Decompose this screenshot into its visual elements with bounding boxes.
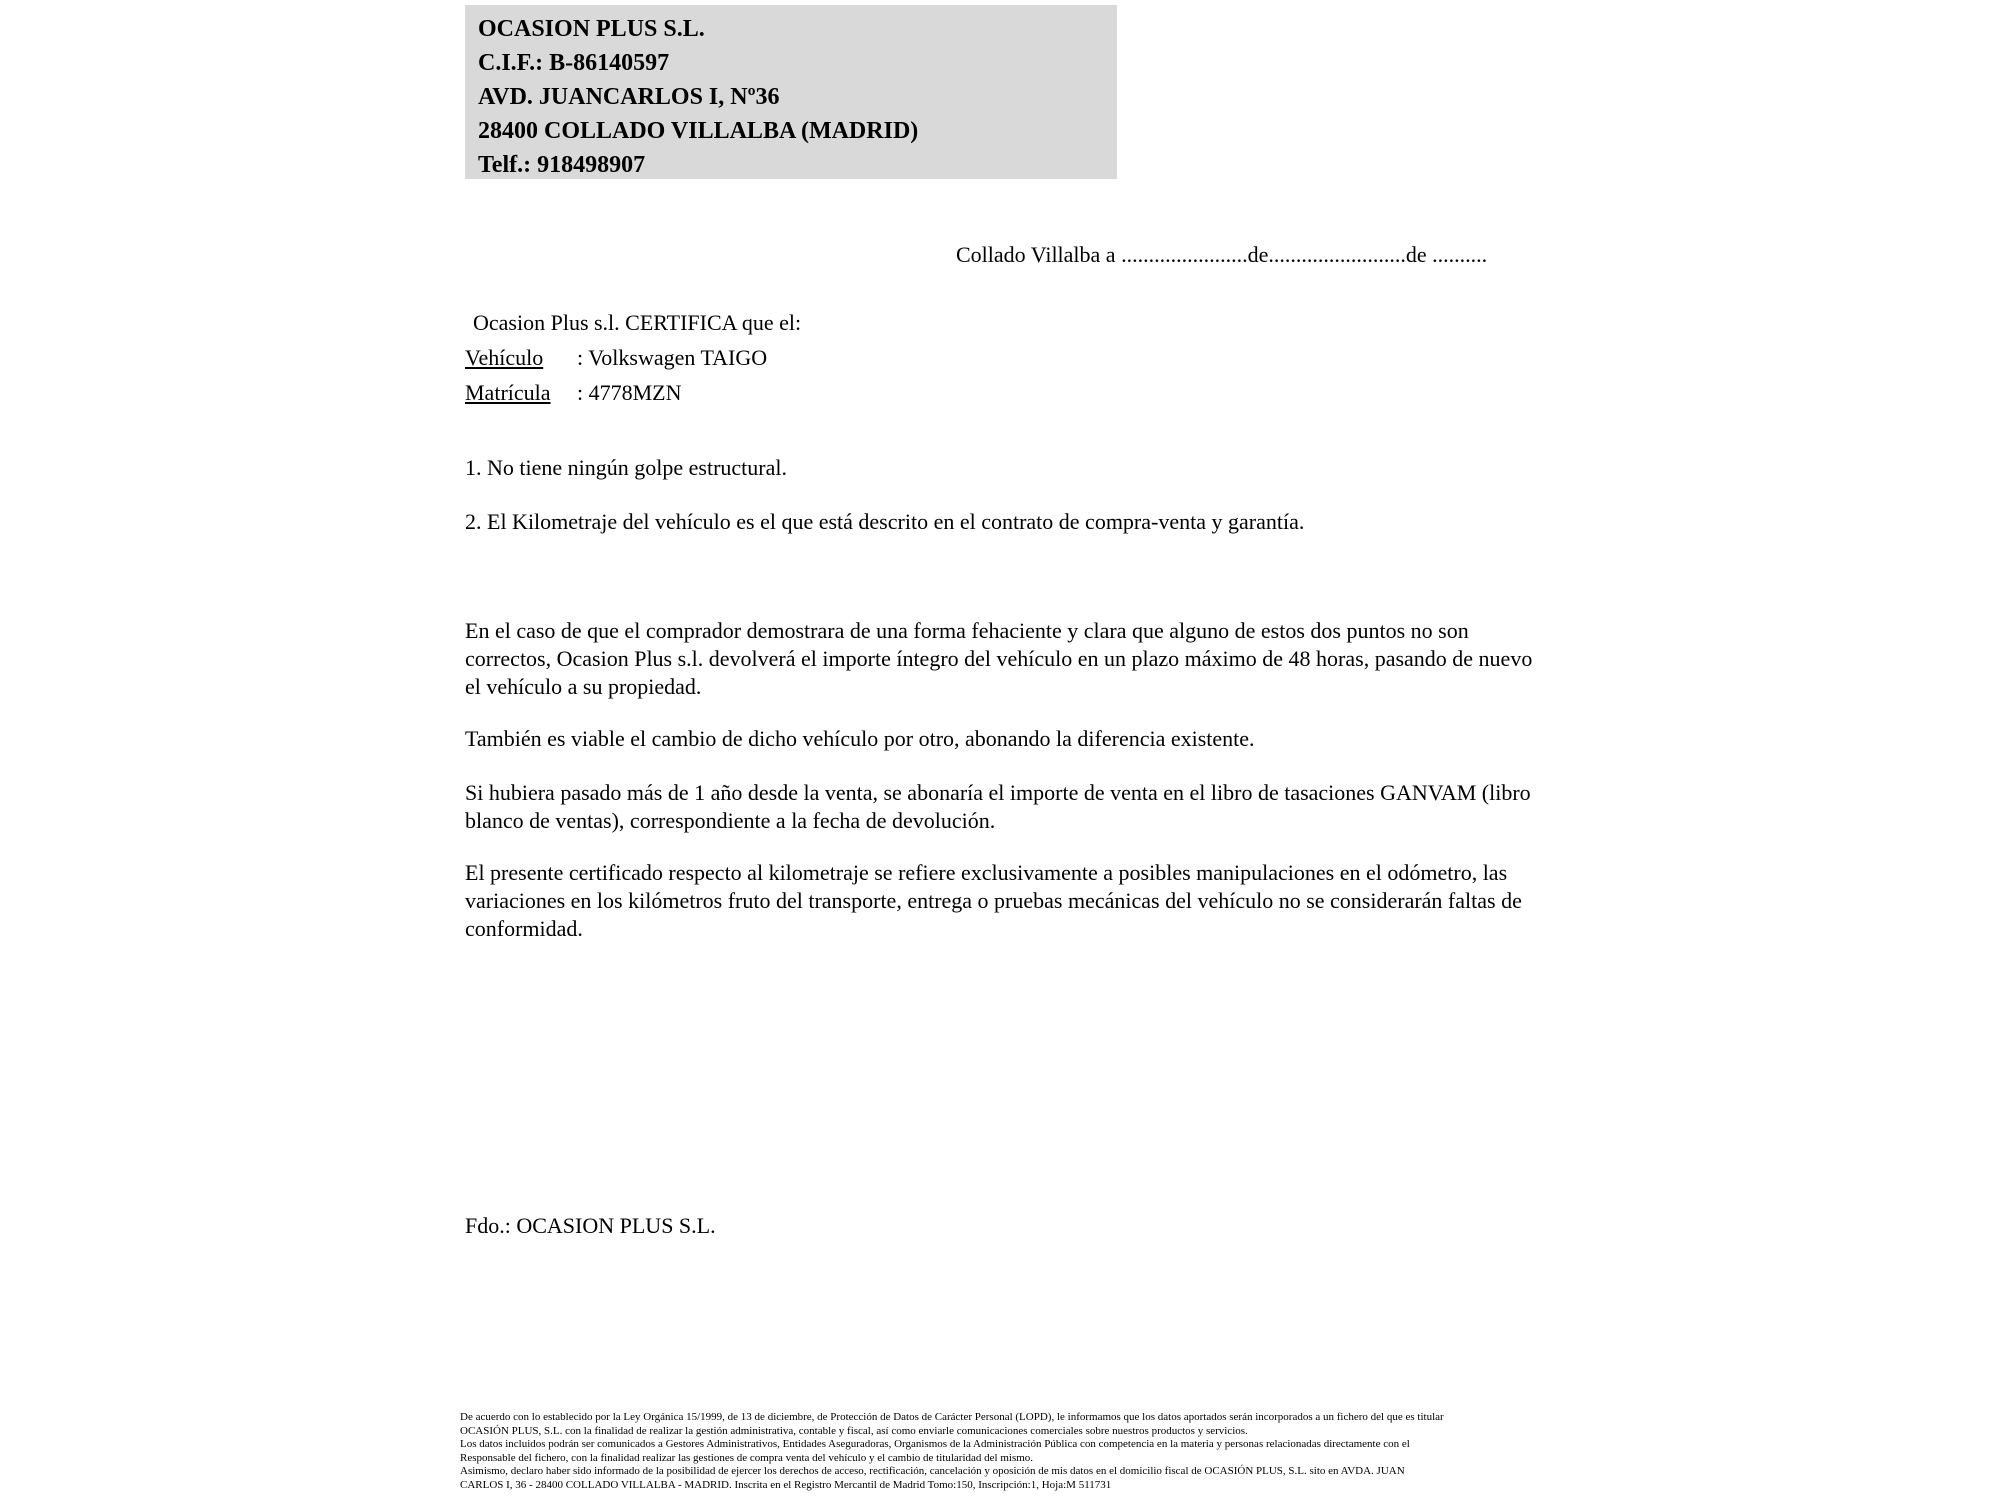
certification-intro: Ocasion Plus s.l. CERTIFICA que el:: [473, 310, 802, 335]
legal-footer: [460, 1411, 1555, 1493]
certification-block: [465, 305, 801, 410]
company-phone: Telf.: 918498907: [478, 152, 646, 178]
company-cif: C.I.F.: B-86140597: [478, 50, 670, 76]
legal-footer-line-4: Responsable del fichero, con la finalidad realizar las gestiones de compra venta del vehículo y el cambio de titularidad del mismo.: [460, 1451, 1034, 1464]
company-name: OCASION PLUS S.L.: [478, 16, 705, 42]
paragraph-refund: En el caso de que el comprador demostrara de una forma fehaciente y clara que alguno de estos dos puntos no son correctos, Ocasion Plus s.l. devolverá el importe íntegro del vehículo en un plazo máximo de 48 horas, pasando de nuevo el vehículo a su propiedad.: [465, 618, 1533, 699]
company-header-box: [465, 5, 1117, 179]
paragraph-exchange: También es viable el cambio de dicho vehículo por otro, abonando la diferencia existente.: [465, 726, 1255, 751]
plate-value: : 4778MZN: [577, 380, 682, 405]
company-city: 28400 COLLADO VILLALBA (MADRID): [478, 118, 919, 144]
legal-footer-line-1: De acuerdo con lo establecido por la Ley Orgánica 15/1999, de 13 de diciembre, de Protección de Datos de Carácter Personal (LOPD), le informamos que los datos aportados serán incorporados a un fichero del que es titular: [460, 1411, 1444, 1423]
vehicle-value: : Volkswagen TAIGO: [577, 345, 768, 370]
legal-footer-line-5: Asimismo, declaro haber sido informado de la posibilidad de ejercer los derechos de acceso, rectificación, cancelación y oposición de mis datos en el domicilio fiscal de OCASIÓN PLUS, S.L. sito en AVDA. JUAN: [460, 1465, 1405, 1478]
condition-item-2: 2. El Kilometraje del vehículo es el que está descrito en el contrato de compra-venta y garantía.: [465, 509, 1305, 534]
plate-row: [465, 375, 801, 410]
company-address: AVD. JUANCARLOS I, Nº36: [478, 84, 780, 110]
date-line: Collado Villalba a .......................de.........................de ..........: [956, 242, 1488, 267]
condition-item-1: 1. No tiene ningún golpe estructural.: [465, 455, 787, 480]
paragraph-ganvam: Si hubiera pasado más de 1 año desde la venta, se abonaría el importe de venta en el libro de tasaciones GANVAM (libro blanco de ventas), correspondiente a la fecha de devolución.: [465, 780, 1531, 833]
legal-footer-line-6: CARLOS I, 36 - 28400 COLLADO VILLALBA - MADRID. Inscrita en el Registro Mercantil de Madrid Tomo:150, Inscripción:1, Hoja:M 511731: [460, 1478, 1112, 1491]
vehicle-row: [465, 340, 801, 375]
paragraph-odometer: El presente certificado respecto al kilometraje se refiere exclusivamente a posibles manipulaciones en el odómetro, las variaciones en los kilómetros fruto del transporte, entrega o pruebas mecánicas del vehículo no se considerarán faltas de conformidad.: [465, 860, 1522, 941]
plate-label: Matrícula: [465, 380, 551, 405]
vehicle-label: Vehículo: [465, 345, 544, 370]
legal-footer-line-2: OCASIÓN PLUS, S.L. con la finalidad de realizar la gestión administrativa, contable y fiscal, así como enviarle comunicaciones comerciales sobre nuestros productos y servicios.: [460, 1424, 1248, 1437]
signature-line: Fdo.: OCASION PLUS S.L.: [465, 1213, 716, 1238]
legal-footer-line-3: Los datos incluidos podrán ser comunicados a Gestores Administrativos, Entidades Aseguradoras, Organismos de la Administración Pública con competencia en la materia y personas relacionadas directamente con el: [460, 1438, 1410, 1451]
